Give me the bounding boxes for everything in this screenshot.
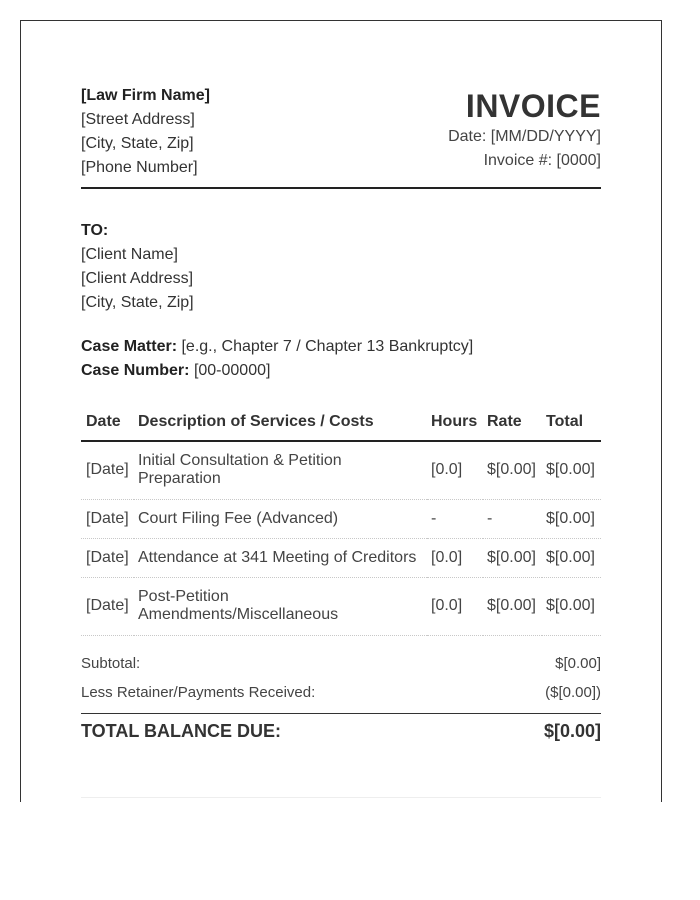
col-header-total: Total: [542, 403, 601, 441]
row-total: $[0.00]: [542, 538, 601, 577]
invoice-number: Invoice #: [0000]: [483, 152, 601, 169]
client-address: [Client Address]: [81, 270, 194, 287]
row-description: Post-Petition Amendments/Miscellaneous: [134, 577, 427, 635]
row-hours: [0.0]: [427, 441, 483, 499]
case-number-value: [00-00000]: [193, 362, 271, 379]
subtotal-row: [81, 649, 601, 678]
invoice-title: INVOICE: [465, 88, 601, 124]
row-hours: -: [427, 499, 483, 538]
totals-block: [81, 649, 601, 749]
footer-divider: [81, 797, 601, 798]
payments-label: Less Retainer/Payments Received:: [81, 684, 316, 701]
row-total: $[0.00]: [542, 577, 601, 635]
invoice-sheet: [20, 20, 662, 802]
payments-value: ($[0.00]): [545, 684, 601, 701]
balance-due-value: $[0.00]: [543, 721, 601, 741]
services-table: [81, 403, 601, 636]
case-matter: [81, 335, 473, 359]
firm-block: [81, 84, 210, 180]
row-rate: $[0.00]: [483, 441, 542, 499]
firm-street: [Street Address]: [81, 111, 195, 128]
table-row: [81, 441, 601, 499]
col-header-description: Description of Services / Costs: [134, 403, 427, 441]
firm-name: [Law Firm Name]: [81, 87, 210, 104]
table-row: [81, 499, 601, 538]
invoice-meta-block: [448, 87, 601, 173]
col-header-rate: Rate: [483, 403, 542, 441]
row-date: [Date]: [81, 441, 134, 499]
balance-due-row: [81, 713, 601, 749]
invoice-date: Date: [MM/DD/YYYY]: [448, 128, 601, 145]
table-row: [81, 538, 601, 577]
case-number-label: Case Number:: [81, 362, 190, 379]
firm-city: [City, State, Zip]: [81, 135, 194, 152]
row-rate: $[0.00]: [483, 577, 542, 635]
case-block: [81, 335, 473, 383]
subtotal-label: Subtotal:: [81, 655, 141, 672]
table-header-row: [81, 403, 601, 441]
subtotal-value: $[0.00]: [555, 655, 601, 672]
case-matter-label: Case Matter:: [81, 338, 178, 355]
invoice-header: [81, 81, 601, 189]
row-description: Initial Consultation & Petition Preparation: [134, 441, 427, 499]
col-header-date: Date: [81, 403, 134, 441]
bill-to-label: TO:: [81, 222, 109, 239]
row-rate: -: [483, 499, 542, 538]
case-matter-value: [e.g., Chapter 7 / Chapter 13 Bankruptcy]: [181, 338, 474, 355]
row-date: [Date]: [81, 538, 134, 577]
row-total: $[0.00]: [542, 499, 601, 538]
bill-to-block: [81, 219, 194, 315]
client-name: [Client Name]: [81, 246, 178, 263]
table-row: [81, 577, 601, 635]
row-description: Attendance at 341 Meeting of Creditors: [134, 538, 427, 577]
col-header-hours: Hours: [427, 403, 483, 441]
row-hours: [0.0]: [427, 538, 483, 577]
row-hours: [0.0]: [427, 577, 483, 635]
balance-due-label: TOTAL BALANCE DUE:: [81, 721, 281, 741]
row-date: [Date]: [81, 577, 134, 635]
client-city: [City, State, Zip]: [81, 294, 194, 311]
row-description: Court Filing Fee (Advanced): [134, 499, 427, 538]
firm-phone: [Phone Number]: [81, 159, 198, 176]
row-rate: $[0.00]: [483, 538, 542, 577]
row-date: [Date]: [81, 499, 134, 538]
payments-row: [81, 678, 601, 707]
case-number: [81, 359, 473, 383]
row-total: $[0.00]: [542, 441, 601, 499]
